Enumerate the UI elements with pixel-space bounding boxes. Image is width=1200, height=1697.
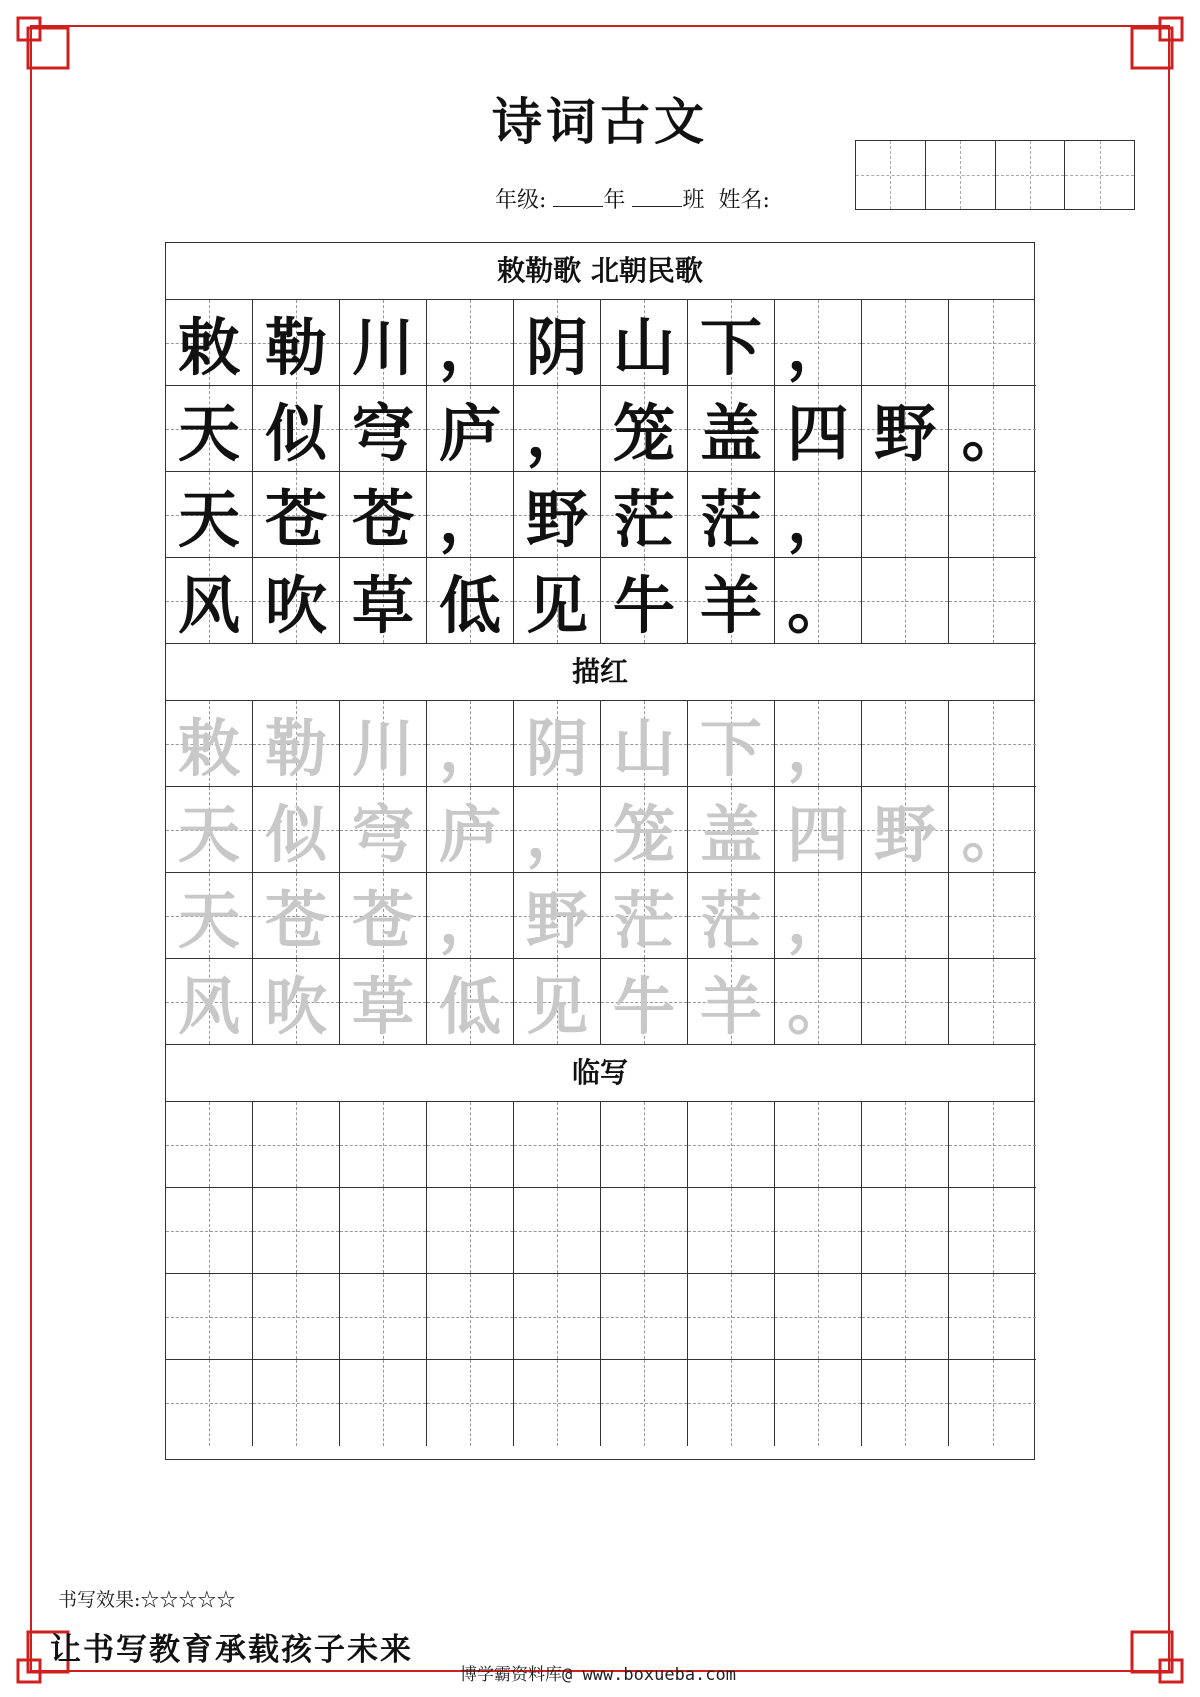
trace-cell[interactable]	[166, 873, 253, 959]
trace-cell-char: 庐	[438, 798, 501, 871]
poem-cell-char: 阴	[525, 311, 588, 384]
poem-cell[interactable]	[253, 558, 340, 644]
poem-cell[interactable]	[862, 472, 949, 558]
copy-cell[interactable]	[514, 1188, 601, 1274]
poem-cell[interactable]	[253, 300, 340, 386]
copy-cell[interactable]	[253, 1360, 340, 1446]
copy-cell[interactable]	[949, 1188, 1036, 1274]
poem-cell-char: 低	[438, 569, 501, 642]
trace-cell-char: 四	[786, 798, 849, 871]
poem-cell[interactable]	[601, 300, 688, 386]
trace-cell-char: 山	[612, 712, 675, 785]
copy-cell[interactable]	[427, 1188, 514, 1274]
trace-cell[interactable]	[427, 701, 514, 787]
trace-cell[interactable]	[166, 959, 253, 1045]
copy-cell[interactable]	[688, 1102, 775, 1188]
border-left	[30, 25, 32, 1672]
poem-cell-char: 羊	[699, 569, 762, 642]
poem-cell[interactable]	[775, 386, 862, 472]
poem-cell-char: 见	[525, 569, 588, 642]
copy-cell[interactable]	[514, 1360, 601, 1446]
trace-cell-char: 下	[699, 712, 762, 785]
poem-cell[interactable]	[775, 300, 862, 386]
poem-grid	[166, 300, 1034, 644]
copy-cell[interactable]	[775, 1188, 862, 1274]
copy-cell[interactable]	[688, 1360, 775, 1446]
poem-cell[interactable]	[601, 472, 688, 558]
poem-cell[interactable]	[166, 386, 253, 472]
trace-cell[interactable]	[949, 959, 1036, 1045]
poem-cell-char: 穹	[351, 397, 414, 470]
copy-cell[interactable]	[601, 1102, 688, 1188]
name-box[interactable]	[855, 140, 1135, 210]
poem-cell-char: 吹	[264, 569, 327, 642]
poem-cell[interactable]	[514, 300, 601, 386]
copy-cell[interactable]	[340, 1360, 427, 1446]
poem-cell[interactable]	[601, 558, 688, 644]
copy-cell[interactable]	[427, 1102, 514, 1188]
trace-cell[interactable]	[862, 787, 949, 873]
poem-cell[interactable]	[253, 386, 340, 472]
trace-cell-char: 阴	[525, 712, 588, 785]
copy-cell[interactable]	[862, 1102, 949, 1188]
rating-stars[interactable]: ☆☆☆☆☆	[140, 1589, 236, 1611]
copy-cell[interactable]	[427, 1360, 514, 1446]
writing-sheet	[165, 242, 1035, 1460]
copy-cell[interactable]	[601, 1274, 688, 1360]
copy-cell[interactable]	[427, 1274, 514, 1360]
trace-cell[interactable]	[253, 701, 340, 787]
trace-cell[interactable]	[775, 959, 862, 1045]
trace-cell-char: 见	[525, 970, 588, 1043]
poem-cell[interactable]	[427, 300, 514, 386]
trace-cell[interactable]	[775, 787, 862, 873]
poem-cell[interactable]	[949, 558, 1036, 644]
poem-cell[interactable]	[688, 472, 775, 558]
poem-cell[interactable]	[166, 472, 253, 558]
copy-cell[interactable]	[514, 1274, 601, 1360]
trace-cell-char: 笼	[612, 798, 675, 871]
copy-cell[interactable]	[775, 1360, 862, 1446]
poem-cell-char: ，	[786, 311, 849, 384]
name-cell[interactable]	[856, 141, 926, 209]
trace-cell[interactable]	[862, 959, 949, 1045]
trace-cell-char: 牛	[612, 970, 675, 1043]
page-title: 诗词古文	[492, 92, 708, 151]
poem-cell[interactable]	[340, 300, 427, 386]
name-cell[interactable]	[996, 141, 1066, 209]
trace-cell[interactable]	[949, 787, 1036, 873]
poem-cell[interactable]	[340, 558, 427, 644]
poem-cell[interactable]	[166, 558, 253, 644]
copy-grid	[166, 1102, 1034, 1446]
trace-cell[interactable]	[427, 873, 514, 959]
trace-cell[interactable]	[340, 959, 427, 1045]
border-right	[1168, 25, 1170, 1672]
poem-cell[interactable]	[340, 472, 427, 558]
copy-cell[interactable]	[340, 1274, 427, 1360]
poem-cell-char: 草	[351, 569, 414, 642]
trace-cell-char: 敕	[177, 712, 240, 785]
copy-cell[interactable]	[340, 1188, 427, 1274]
trace-cell-char: 盖	[699, 798, 762, 871]
copy-cell[interactable]	[688, 1274, 775, 1360]
poem-cell-char: 似	[264, 397, 327, 470]
poem-cell[interactable]	[166, 300, 253, 386]
copy-cell[interactable]	[514, 1102, 601, 1188]
trace-cell-char: 似	[264, 798, 327, 871]
poem-cell[interactable]	[949, 300, 1036, 386]
copy-cell[interactable]	[949, 1360, 1036, 1446]
poem-cell[interactable]	[427, 386, 514, 472]
poem-cell[interactable]	[862, 300, 949, 386]
trace-cell[interactable]	[253, 959, 340, 1045]
trace-cell[interactable]	[688, 787, 775, 873]
copy-cell[interactable]	[601, 1360, 688, 1446]
trace-cell[interactable]	[514, 873, 601, 959]
trace-cell[interactable]	[253, 873, 340, 959]
poem-cell[interactable]	[340, 386, 427, 472]
trace-cell[interactable]	[775, 701, 862, 787]
poem-cell-char: 。	[961, 397, 1024, 470]
corner-ornament-top-left	[14, 14, 72, 72]
copy-cell[interactable]	[253, 1102, 340, 1188]
poem-cell[interactable]	[253, 472, 340, 558]
poem-cell-char: 茫	[612, 483, 675, 556]
name-cell[interactable]	[1065, 141, 1134, 209]
trace-cell-char: 野	[525, 884, 588, 957]
trace-cell[interactable]	[427, 787, 514, 873]
poem-cell[interactable]	[688, 300, 775, 386]
poem-cell-char: 茫	[699, 483, 762, 556]
trace-cell[interactable]	[601, 873, 688, 959]
trace-cell[interactable]	[862, 701, 949, 787]
trace-cell[interactable]	[340, 873, 427, 959]
poem-cell[interactable]	[427, 472, 514, 558]
poem-cell-char: 牛	[612, 569, 675, 642]
trace-cell-char: ，	[786, 884, 849, 957]
poem-cell[interactable]	[514, 472, 601, 558]
copy-cell[interactable]	[253, 1274, 340, 1360]
poem-cell-char: 川	[351, 311, 414, 384]
trace-cell[interactable]	[601, 787, 688, 873]
trace-cell[interactable]	[862, 873, 949, 959]
writing-rating	[58, 1585, 235, 1612]
copy-cell[interactable]	[340, 1102, 427, 1188]
corner-ornament-top-right	[1128, 14, 1186, 72]
poem-cell-char: ，	[438, 311, 501, 384]
year-label: 年	[603, 188, 626, 213]
trace-cell[interactable]	[514, 959, 601, 1045]
trace-cell-char: 茫	[699, 884, 762, 957]
trace-cell-char: 羊	[699, 970, 762, 1043]
trace-cell[interactable]	[253, 787, 340, 873]
trace-cell-char: 吹	[264, 970, 327, 1043]
poem-cell-char: 盖	[699, 397, 762, 470]
trace-cell[interactable]	[601, 959, 688, 1045]
corner-ornament-bottom-right	[1128, 1628, 1186, 1686]
poem-cell-char: 苍	[264, 483, 327, 556]
trace-cell-char: ，	[786, 712, 849, 785]
trace-cell-char: 苍	[264, 884, 327, 957]
border-top	[30, 25, 1170, 27]
student-info	[495, 183, 770, 214]
class-blank[interactable]	[632, 186, 682, 207]
class-label: 班	[682, 188, 705, 213]
copy-cell[interactable]	[166, 1274, 253, 1360]
copy-cell[interactable]	[862, 1188, 949, 1274]
poem-cell-char: ，	[786, 483, 849, 556]
rating-label: 书写效果:	[58, 1589, 141, 1611]
poem-cell-char: 野	[525, 483, 588, 556]
copy-cell[interactable]	[166, 1188, 253, 1274]
trace-cell-char: 苍	[351, 884, 414, 957]
poem-cell[interactable]	[514, 386, 601, 472]
poem-cell-char: ，	[525, 397, 588, 470]
copy-cell[interactable]	[688, 1188, 775, 1274]
trace-cell[interactable]	[688, 959, 775, 1045]
source-watermark: 博学霸资料库@ www.boxueba.com	[460, 1665, 736, 1685]
copy-cell[interactable]	[862, 1274, 949, 1360]
name-label: 姓名:	[718, 188, 770, 213]
trace-cell-char: 川	[351, 712, 414, 785]
trace-cell-char: 风	[177, 970, 240, 1043]
copy-heading: 临写	[166, 1045, 1034, 1102]
poem-cell[interactable]	[949, 472, 1036, 558]
grade-label: 年级:	[495, 188, 547, 213]
copy-cell[interactable]	[775, 1274, 862, 1360]
poem-cell[interactable]	[601, 386, 688, 472]
poem-cell-char: 下	[699, 311, 762, 384]
poem-cell-char: 野	[873, 397, 936, 470]
poem-cell-char: 笼	[612, 397, 675, 470]
poem-cell-char: 勒	[264, 311, 327, 384]
trace-cell-char: ，	[525, 798, 588, 871]
copy-cell[interactable]	[949, 1102, 1036, 1188]
copy-cell[interactable]	[862, 1360, 949, 1446]
trace-cell[interactable]	[514, 787, 601, 873]
poem-cell[interactable]	[775, 558, 862, 644]
trace-cell-char: 。	[961, 798, 1024, 871]
poem-cell[interactable]	[862, 558, 949, 644]
slogan: 让书写教育承载孩子未来	[50, 1632, 413, 1668]
trace-cell-char: 茫	[612, 884, 675, 957]
poem-cell-char: 庐	[438, 397, 501, 470]
trace-cell[interactable]	[949, 701, 1036, 787]
trace-cell[interactable]	[166, 787, 253, 873]
trace-cell[interactable]	[688, 873, 775, 959]
poem-cell-char: ，	[438, 483, 501, 556]
trace-cell[interactable]	[166, 701, 253, 787]
poem-cell[interactable]	[688, 558, 775, 644]
trace-cell[interactable]	[340, 787, 427, 873]
copy-cell[interactable]	[253, 1188, 340, 1274]
trace-grid	[166, 701, 1034, 1045]
poem-cell[interactable]	[862, 386, 949, 472]
grade-blank[interactable]	[553, 186, 603, 207]
poem-heading: 敕勒歌 北朝民歌	[166, 243, 1034, 300]
trace-cell[interactable]	[775, 873, 862, 959]
poem-cell-char: 天	[177, 483, 240, 556]
trace-cell[interactable]	[340, 701, 427, 787]
poem-cell-char: 苍	[351, 483, 414, 556]
poem-cell[interactable]	[775, 472, 862, 558]
trace-cell-char: ，	[438, 712, 501, 785]
poem-cell[interactable]	[688, 386, 775, 472]
trace-cell-char: 低	[438, 970, 501, 1043]
trace-cell-char: 勒	[264, 712, 327, 785]
poem-cell-char: 敕	[177, 311, 240, 384]
trace-cell[interactable]	[601, 701, 688, 787]
trace-cell-char: 。	[786, 970, 849, 1043]
trace-heading: 描红	[166, 644, 1034, 701]
poem-cell-char: 天	[177, 397, 240, 470]
copy-cell[interactable]	[775, 1102, 862, 1188]
trace-cell[interactable]	[427, 959, 514, 1045]
name-cell[interactable]	[926, 141, 996, 209]
poem-cell[interactable]	[949, 386, 1036, 472]
copy-cell[interactable]	[601, 1188, 688, 1274]
trace-cell-char: 穹	[351, 798, 414, 871]
poem-cell[interactable]	[514, 558, 601, 644]
trace-cell[interactable]	[688, 701, 775, 787]
trace-cell-char: ，	[438, 884, 501, 957]
copy-cell[interactable]	[166, 1102, 253, 1188]
copy-cell[interactable]	[166, 1360, 253, 1446]
trace-cell[interactable]	[514, 701, 601, 787]
poem-cell-char: 。	[786, 569, 849, 642]
trace-cell-char: 草	[351, 970, 414, 1043]
trace-cell-char: 天	[177, 884, 240, 957]
poem-cell-char: 风	[177, 569, 240, 642]
poem-cell-char: 山	[612, 311, 675, 384]
copy-cell[interactable]	[949, 1274, 1036, 1360]
poem-cell-char: 四	[786, 397, 849, 470]
trace-cell[interactable]	[949, 873, 1036, 959]
trace-cell-char: 野	[873, 798, 936, 871]
poem-cell[interactable]	[427, 558, 514, 644]
trace-cell-char: 天	[177, 798, 240, 871]
